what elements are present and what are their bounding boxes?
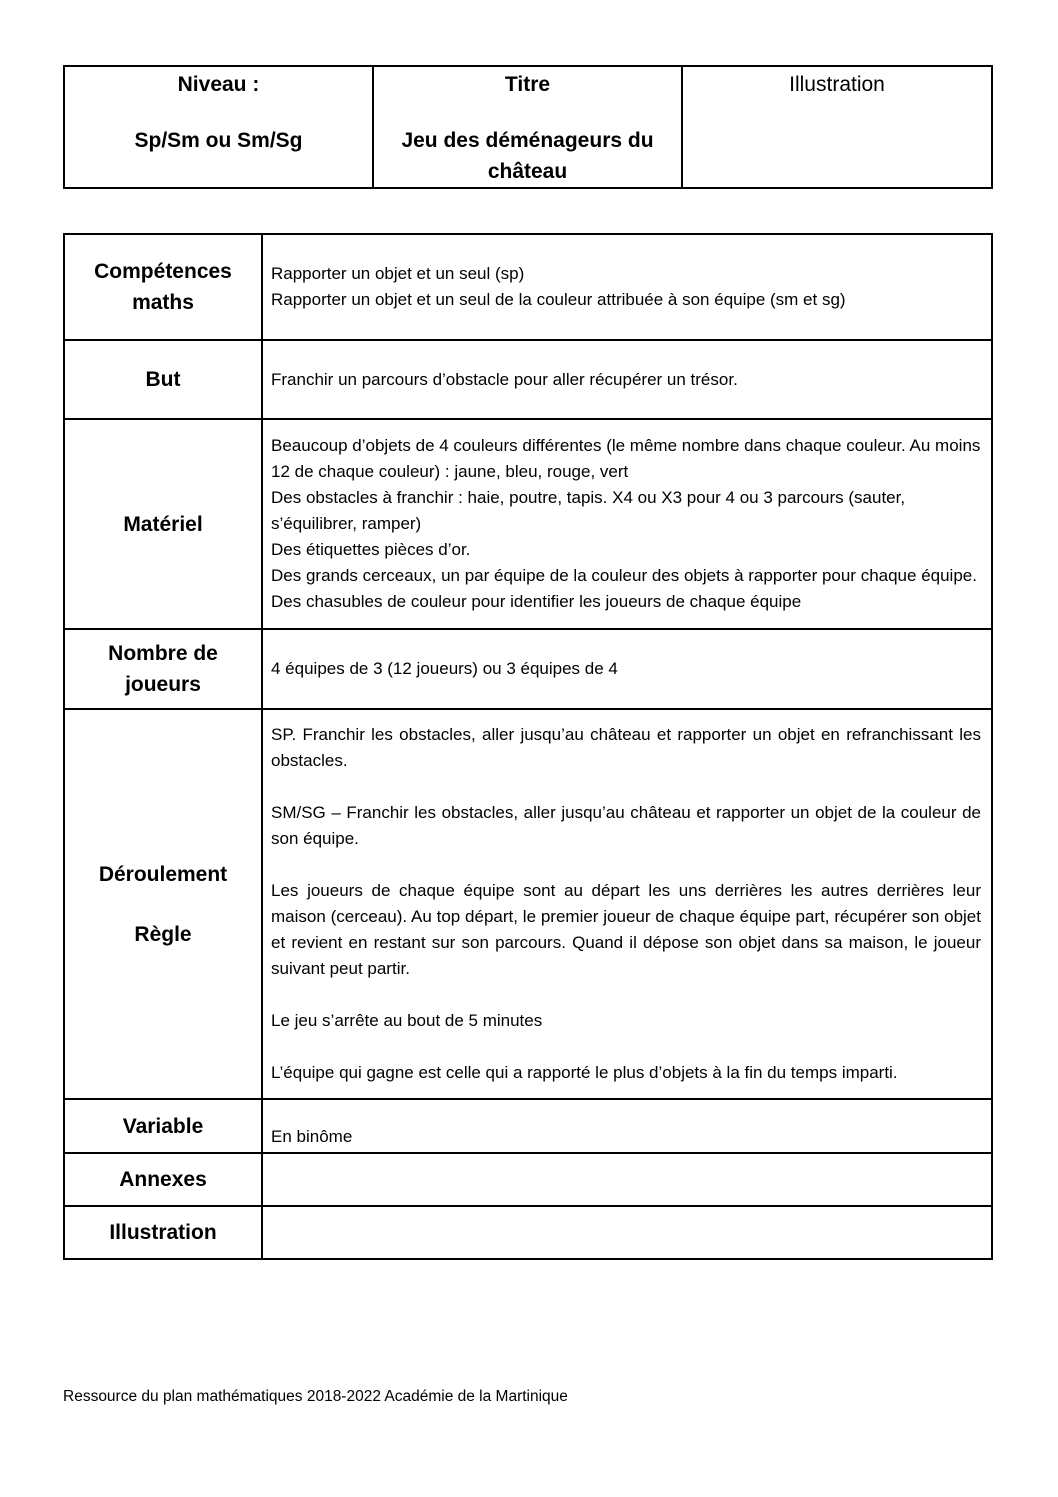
row-materiel bbox=[64, 419, 992, 629]
deroulement-paragraph: Les joueurs de chaque équipe sont au départ les uns derrières les autres derrières leur maison (cerceau). Au top départ, le premier joueur de chaque équipe part, récupérer son objet et revient en restant sur son parcours. Quand il dépose son objet dans sa maison, le joueur suivant peut partir. bbox=[271, 881, 981, 978]
illustration-header-cell bbox=[682, 66, 992, 188]
joueurs-label: Nombre de joueurs bbox=[64, 629, 262, 709]
illustration-content bbox=[262, 1206, 992, 1259]
page-footer: Ressource du plan mathématiques 2018-2022 Académie de la Martinique bbox=[63, 1388, 568, 1405]
materiel-content bbox=[262, 419, 992, 629]
header-table bbox=[63, 65, 993, 189]
row-joueurs bbox=[64, 629, 992, 709]
row-variable bbox=[64, 1099, 992, 1153]
materiel-line: Des chasubles de couleur pour identifier les joueurs de chaque équipe bbox=[271, 592, 802, 611]
annexes-content bbox=[262, 1153, 992, 1206]
row-but bbox=[64, 340, 992, 419]
competences-line: Rapporter un objet et un seul de la couleur attribuée à son équipe (sm et sg) bbox=[271, 290, 846, 309]
regle-label: Règle bbox=[134, 922, 192, 946]
materiel-line: Des obstacles à franchir : haie, poutre, tapis. X4 ou X3 pour 4 ou 3 parcours (sauter, s’équilibrer, ramper) bbox=[271, 488, 906, 533]
row-annexes bbox=[64, 1153, 992, 1206]
deroulement-paragraph: SM/SG – Franchir les obstacles, aller jusqu’au château et rapporter un objet de la couleur de son équipe. bbox=[271, 803, 981, 848]
niveau-cell bbox=[64, 66, 373, 188]
deroulement-paragraph: SP. Franchir les obstacles, aller jusqu’au château et rapporter un objet en refranchissant les obstacles. bbox=[271, 725, 981, 770]
materiel-line: Beaucoup d’objets de 4 couleurs différentes (le même nombre dans chaque couleur. Au moins 12 de chaque couleur) : jaune, bleu, rouge, vert bbox=[271, 436, 981, 481]
main-table bbox=[63, 233, 993, 1260]
row-illustration bbox=[64, 1206, 992, 1259]
competences-label: Compétences maths bbox=[64, 234, 262, 340]
joueurs-content: 4 équipes de 3 (12 joueurs) ou 3 équipes de 4 bbox=[262, 629, 992, 709]
illustration-label: Illustration bbox=[64, 1206, 262, 1259]
deroulement-label: Déroulement bbox=[98, 862, 228, 886]
but-label: But bbox=[64, 340, 262, 419]
titre-value: Jeu des déménageurs du château bbox=[401, 129, 654, 183]
deroulement-label-cell bbox=[64, 709, 262, 1099]
illustration-header-label: Illustration bbox=[789, 73, 885, 96]
row-deroulement bbox=[64, 709, 992, 1099]
materiel-line: Des étiquettes pièces d’or. bbox=[271, 540, 471, 559]
titre-cell bbox=[373, 66, 682, 188]
row-competences bbox=[64, 234, 992, 340]
niveau-label: Niveau : bbox=[177, 73, 260, 96]
variable-content: En binôme bbox=[262, 1099, 992, 1153]
variable-label: Variable bbox=[64, 1099, 262, 1153]
deroulement-paragraph: Le jeu s’arrête au bout de 5 minutes bbox=[271, 1011, 543, 1030]
but-content: Franchir un parcours d’obstacle pour aller récupérer un trésor. bbox=[262, 340, 992, 419]
deroulement-paragraph: L’équipe qui gagne est celle qui a rapporté le plus d’objets à la fin du temps imparti. bbox=[271, 1063, 898, 1082]
deroulement-content bbox=[262, 709, 992, 1099]
materiel-line: Des grands cerceaux, un par équipe de la couleur des objets à rapporter pour chaque équipe. bbox=[271, 566, 977, 585]
competences-content bbox=[262, 234, 992, 340]
materiel-label: Matériel bbox=[64, 419, 262, 629]
competences-line: Rapporter un objet et un seul (sp) bbox=[271, 264, 525, 283]
titre-label: Titre bbox=[504, 73, 551, 96]
annexes-label: Annexes bbox=[64, 1153, 262, 1206]
niveau-value: Sp/Sm ou Sm/Sg bbox=[134, 129, 303, 152]
